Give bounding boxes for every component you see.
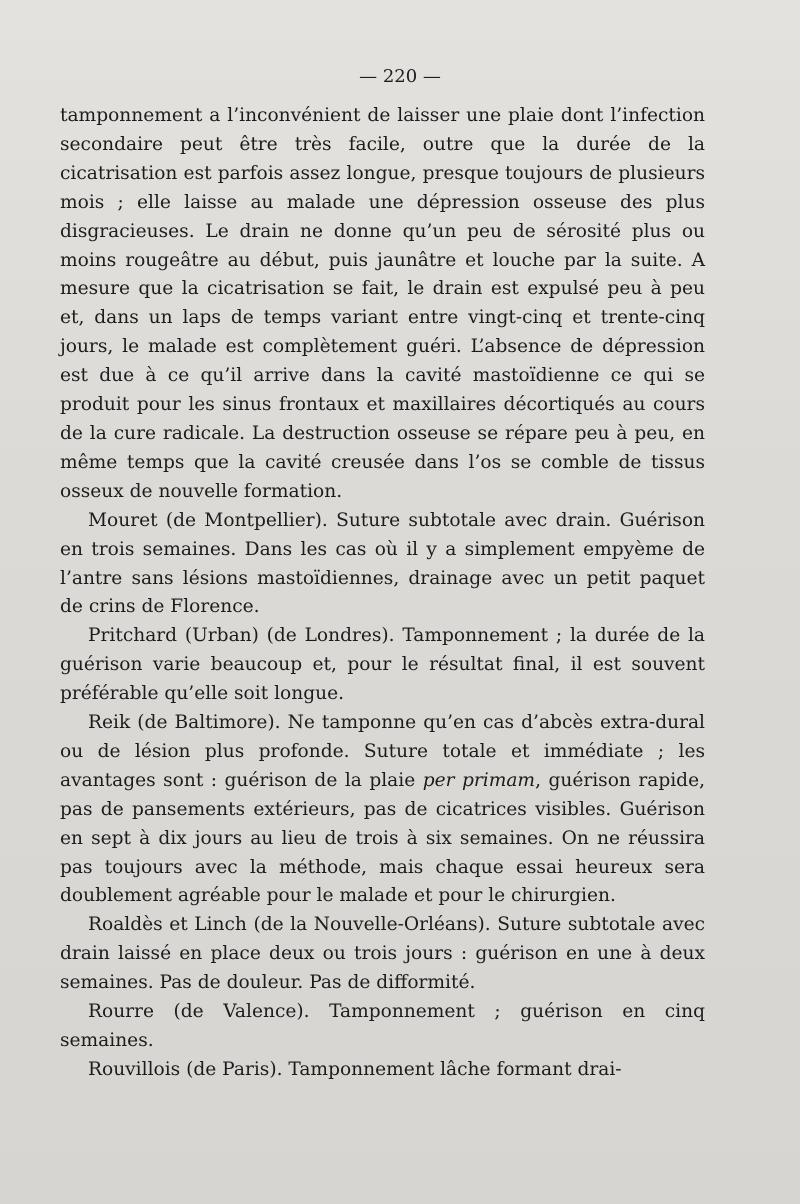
reik-text-before: Reik (de Baltimore). Ne tamponne qu’en cas d’abcès extra-dural ou de lésion plus profonde. Suture totale et immédiate ; les avantages sont : guérison de la plaie [60,712,705,791]
paragraph-tamponnement: tamponnement a l’inconvénient de laisser une plaie dont l’infection secondaire peut être très facile, outre que la durée de la cicatrisation est parfois assez longue, presque toujours de plusieurs mois ; elle laisse au malade une dépression osseuse des plus disgracieuses. Le drain ne donne qu’un peu de sérosité plus ou moins rougeâtre au début, puis jaunâtre et louche par la suite. A mesure que la cicatrisation se fait, le drain est expulsé peu à peu et, dans un laps de temps variant entre vingt-cinq et trente-cinq jours, le malade est complètement guéri. L’absence de dépression est due à ce qu’il arrive dans la cavité mastoïdienne ce qui se produit pour les sinus frontaux et maxillaires décortiqués au cours de la cure radicale. La destruction osseuse se répare peu à peu, en même temps que la cavité creusée dans l’os se comble de tissus osseux de nouvelle formation. [60,105,705,502]
body-text [60,102,705,1085]
paragraph-rourre: Rourre (de Valence). Tamponnement ; guérison en cinq semaines. [60,1001,705,1051]
paragraph-mouret: Mouret (de Montpellier). Suture subtotale avec drain. Guérison en trois semaines. Dans les cas où il y a simplement empyème de l’antre sans lésions mastoïdiennes, drainage avec un petit paquet de crins de Florence. [60,509,705,618]
reik-italic-phrase: per primam [422,769,536,791]
paragraph-rouvillois: Rouvillois (de Paris). Tamponnement lâche formant drai- [88,1058,622,1080]
paragraph-roaldes: Roaldès et Linch (de la Nouvelle-Orléans). Suture subtotale avec drain laissé en place deux ou trois jours : guérison en une à deux semaines. Pas de douleur. Pas de difformité. [60,914,705,994]
reik-text-after: , guérison rapide, pas de pansements extérieurs, pas de cicatrices visibles. Guérison en sept à dix jours au lieu de trois à six semaines. On ne réussira pas toujours avec la méthode, mais chaque essai heureux sera doublement agréable pour le malade et pour le chirurgien. [60,769,705,907]
paragraph-pritchard: Pritchard (Urban) (de Londres). Tamponnement ; la durée de la guérison varie beaucoup et, pour le résultat final, il est souvent préférable qu’elle soit longue. [60,625,705,705]
page-number: — 220 — [359,66,441,87]
paragraph-reik [60,709,705,911]
